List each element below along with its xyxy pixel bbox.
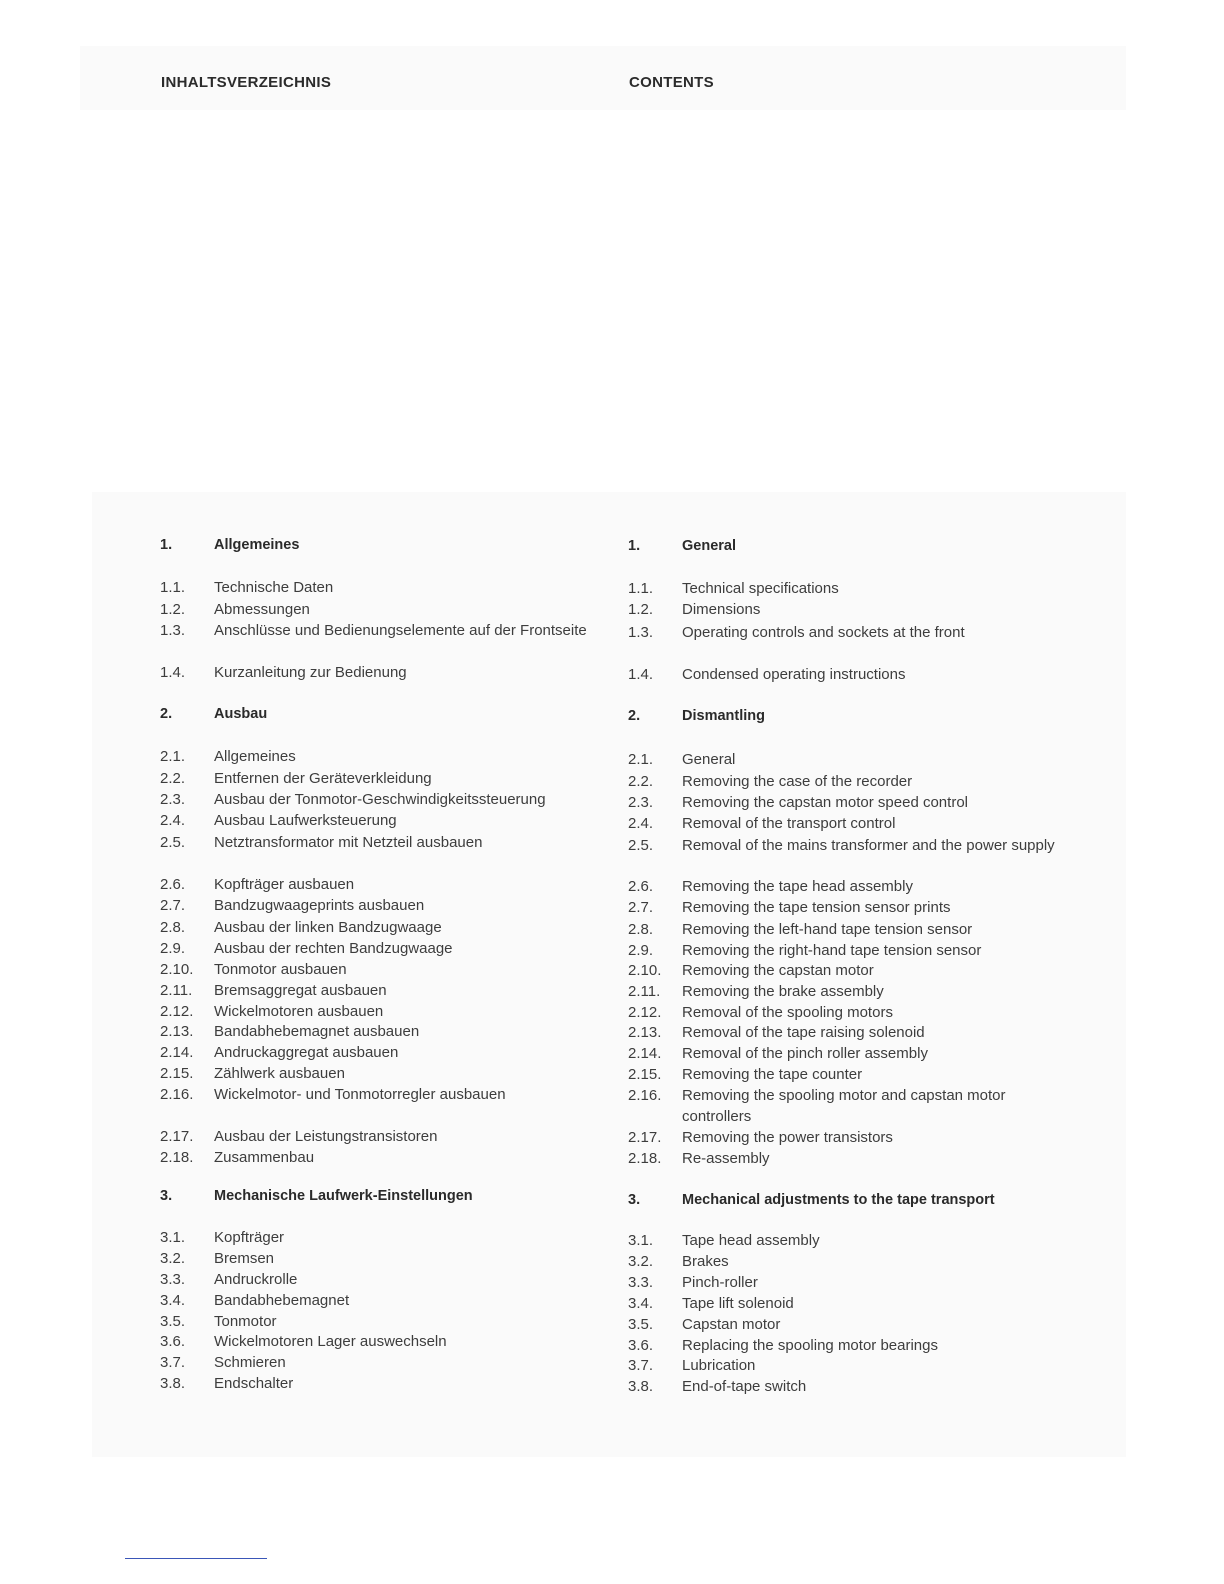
toc-entry-number: 2.14.: [628, 1045, 662, 1062]
toc-entry-number: 1.: [160, 537, 173, 553]
toc-entry-number: 2.4.: [628, 815, 654, 832]
toc-entry: [160, 874, 594, 895]
toc-entry-title: Removing the case of the recorder: [682, 773, 913, 790]
toc-entry-number: 3.7.: [628, 1357, 654, 1374]
toc-entry-title: Zusammenbau: [214, 1149, 315, 1166]
toc-entry-number: 2.3.: [160, 791, 186, 808]
toc-entry-title: Ausbau der Leistungstransistoren: [214, 1128, 438, 1145]
toc-entry-title: Bandzugwaageprints ausbauen: [214, 897, 425, 914]
toc-entry: [628, 1085, 1062, 1127]
toc-entry-number: 3.4.: [628, 1295, 654, 1312]
toc-entry-number: 2.8.: [628, 921, 654, 938]
toc-entry-number: 3.3.: [628, 1274, 654, 1291]
toc-entry: [628, 1043, 1062, 1064]
toc-entry: [160, 1311, 594, 1332]
toc-entry-title: Tonmotor: [214, 1313, 277, 1330]
toc-entry-number: 1.: [628, 538, 641, 554]
toc-entry-number: 3.8.: [628, 1378, 654, 1395]
toc-entry-number: 1.1.: [160, 579, 186, 596]
toc-entry-number: 3.3.: [160, 1271, 186, 1288]
toc-entry: [628, 1002, 1062, 1023]
toc-entry: [160, 895, 594, 916]
toc-entry: [628, 919, 1062, 940]
toc-entry-title: Removing the brake assembly: [682, 983, 884, 1000]
toc-entry: [160, 1126, 594, 1147]
toc-section-heading: [628, 536, 1062, 557]
toc-entry-title: Lubrication: [682, 1357, 756, 1374]
toc-entry-number: 2.9.: [628, 942, 654, 959]
toc-entry-number: 1.1.: [628, 580, 654, 597]
toc-entry-number: 2.6.: [628, 878, 654, 895]
toc-entry-number: 3.2.: [160, 1250, 186, 1267]
toc-entry: [160, 1331, 594, 1352]
toc-entry: [160, 620, 594, 641]
toc-entry-title: General: [682, 751, 736, 768]
toc-entry-title: Removal of the mains transformer and the power supply: [682, 837, 1055, 854]
toc-entry-title: Kopfträger ausbauen: [214, 876, 355, 893]
toc-entry-number: 2.14.: [160, 1044, 194, 1061]
toc-entry: [160, 959, 594, 980]
toc-entry-title: Entfernen der Geräteverkleidung: [214, 770, 432, 787]
toc-entry: [160, 746, 594, 767]
toc-entry-title: Removal of the tape raising solenoid: [682, 1024, 925, 1041]
toc-entry-number: 1.4.: [160, 664, 186, 681]
toc-entry-title: Bremsaggregat ausbauen: [214, 982, 387, 999]
toc-section-heading: [160, 535, 594, 556]
toc-entry: [628, 1376, 1062, 1397]
toc-entry-number: 3.8.: [160, 1375, 186, 1392]
toc-entry-title: Ausbau der rechten Bandzugwaage: [214, 940, 453, 957]
toc-entry-title: Removing the left-hand tape tension sensor: [682, 921, 973, 938]
toc-entry: [160, 768, 594, 789]
toc-entry: [628, 771, 1062, 792]
toc-entry-title: Removing the capstan motor speed control: [682, 794, 968, 811]
toc-entry-number: 2.17.: [160, 1128, 194, 1145]
toc-entry-number: 1.2.: [628, 601, 654, 618]
toc-entry-title: Removal of the spooling motors: [682, 1004, 893, 1021]
toc-entry: [160, 1084, 594, 1105]
toc-entry-number: 1.2.: [160, 601, 186, 618]
toc-entry-title: Tape lift solenoid: [682, 1295, 794, 1312]
toc-entry-title: Andruckaggregat ausbauen: [214, 1044, 399, 1061]
toc-entry-number: 1.3.: [628, 624, 654, 641]
toc-entry: [160, 1063, 594, 1084]
toc-entry-title: Pinch-roller: [682, 1274, 758, 1291]
toc-entry: [160, 599, 594, 620]
heading-english: CONTENTS: [629, 74, 714, 91]
toc-entry-title: Wickelmotoren Lager auswechseln: [214, 1333, 447, 1350]
toc-entry-title: Capstan motor: [682, 1316, 781, 1333]
toc-entry: [628, 835, 1062, 856]
toc-entry-title: Removing the spooling motor and capstan motor controllers: [682, 1087, 1006, 1125]
toc-entry-title: Kurzanleitung zur Bedienung: [214, 664, 407, 681]
toc-entry-title: Tonmotor ausbauen: [214, 961, 347, 978]
toc-entry: [628, 1314, 1062, 1335]
toc-entry-title: Removing the tape counter: [682, 1066, 863, 1083]
toc-entry-title: Removing the tape head assembly: [682, 878, 913, 895]
toc-entry: [160, 1352, 594, 1373]
toc-entry: [160, 1021, 594, 1042]
toc-entry-title: Technische Daten: [214, 579, 334, 596]
toc-entry-title: Anschlüsse und Bedienungselemente auf der Frontseite: [214, 622, 587, 639]
toc-entry: [628, 876, 1062, 897]
toc-entry: [160, 917, 594, 938]
toc-entry-number: 3.1.: [628, 1232, 654, 1249]
toc-entry-title: Mechanical adjustments to the tape transport: [682, 1192, 995, 1208]
toc-entry-number: 2.16.: [160, 1086, 194, 1103]
toc-entry: [628, 1335, 1062, 1356]
toc-entry-number: 2.2.: [628, 773, 654, 790]
toc-entry: [160, 1042, 594, 1063]
toc-entry: [628, 1230, 1062, 1251]
toc-entry: [628, 578, 1062, 599]
toc-entry: [628, 940, 1062, 961]
toc-entry: [628, 1064, 1062, 1085]
toc-entry: [160, 1290, 594, 1311]
toc-entry-title: Zählwerk ausbauen: [214, 1065, 345, 1082]
toc-entry-number: 2.: [160, 706, 173, 722]
toc-entry-title: Technical specifications: [682, 580, 839, 597]
toc-entry-number: 3.: [628, 1192, 641, 1208]
toc-entry: [160, 938, 594, 959]
toc-entry: [160, 1269, 594, 1290]
toc-entry-number: 3.2.: [628, 1253, 654, 1270]
toc-entry-number: 3.7.: [160, 1354, 186, 1371]
toc-entry-number: 3.1.: [160, 1229, 186, 1246]
toc-entry: [628, 960, 1062, 981]
toc-entry-number: 2.10.: [628, 962, 662, 979]
toc-entry-number: 2.3.: [628, 794, 654, 811]
toc-entry-title: Bandabhebemagnet ausbauen: [214, 1023, 420, 1040]
toc-entry-number: 3.: [160, 1188, 173, 1204]
toc-entry-number: 2.1.: [628, 751, 654, 768]
toc-entry-number: 3.5.: [628, 1316, 654, 1333]
toc-entry-title: Operating controls and sockets at the front: [682, 624, 965, 641]
toc-entry-number: 2.8.: [160, 919, 186, 936]
toc-entry-title: Removal of the transport control: [682, 815, 896, 832]
toc-entry-title: Allgemeines: [214, 537, 300, 553]
toc-section-heading: [628, 706, 1062, 727]
toc-entry: [160, 662, 594, 683]
toc-entry-title: Dimensions: [682, 601, 761, 618]
toc-entry-number: 3.5.: [160, 1313, 186, 1330]
toc-entry-number: 2.15.: [628, 1066, 662, 1083]
toc-entry-title: Replacing the spooling motor bearings: [682, 1337, 938, 1354]
toc-entry-title: Ausbau der Tonmotor-Geschwindigkeitssteuerung: [214, 791, 546, 808]
toc-entry-title: Dismantling: [682, 708, 765, 724]
toc-entry: [160, 577, 594, 598]
toc-entry-title: End-of-tape switch: [682, 1378, 807, 1395]
toc-section-heading: [628, 1190, 1062, 1211]
toc-entry-title: Bremsen: [214, 1250, 275, 1267]
toc-entry: [628, 1355, 1062, 1376]
toc-entry: [628, 622, 1062, 643]
toc-entry: [160, 810, 594, 831]
toc-entry-number: 2.5.: [160, 834, 186, 851]
toc-entry-title: Wickelmotor- und Tonmotorregler ausbauen: [214, 1086, 506, 1103]
toc-entry: [628, 813, 1062, 834]
toc-entry-number: 2.16.: [628, 1087, 662, 1104]
toc-entry-number: 2.2.: [160, 770, 186, 787]
toc-entry-number: 2.10.: [160, 961, 194, 978]
toc-entry-number: 2.11.: [628, 983, 661, 1000]
toc-entry: [628, 1148, 1062, 1169]
toc-entry-number: 2.6.: [160, 876, 186, 893]
toc-entry-title: Mechanische Laufwerk-Einstellungen: [214, 1188, 473, 1204]
toc-entry: [160, 1147, 594, 1168]
toc-entry-number: 2.7.: [628, 899, 654, 916]
toc-entry-title: Removal of the pinch roller assembly: [682, 1045, 928, 1062]
toc-entry: [160, 832, 594, 853]
toc-entry-number: 2.1.: [160, 748, 186, 765]
toc-entry-title: Ausbau Laufwerksteuerung: [214, 812, 397, 829]
toc-entry-title: Netztransformator mit Netzteil ausbauen: [214, 834, 483, 851]
toc-entry: [628, 599, 1062, 620]
toc-entry-title: Andruckrolle: [214, 1271, 298, 1288]
toc-entry: [160, 1227, 594, 1248]
heading-german: INHALTSVERZEICHNIS: [161, 74, 332, 91]
toc-section-heading: [160, 704, 594, 725]
toc-entry: [628, 749, 1062, 770]
toc-entry-number: 2.11.: [160, 982, 193, 999]
toc-entry: [628, 1127, 1062, 1148]
toc-entry: [628, 792, 1062, 813]
toc-entry-title: Removing the power transistors: [682, 1129, 893, 1146]
toc-entry-title: Bandabhebemagnet: [214, 1292, 350, 1309]
toc-entry-number: 3.6.: [628, 1337, 654, 1354]
toc-entry: [160, 789, 594, 810]
toc-entry-number: 2.13.: [160, 1023, 194, 1040]
footer-rule: [125, 1558, 267, 1559]
toc-entry-number: 3.4.: [160, 1292, 186, 1309]
toc-entry-title: Removing the capstan motor: [682, 962, 874, 979]
toc-entry-title: Endschalter: [214, 1375, 294, 1392]
toc-entry-number: 1.3.: [160, 622, 186, 639]
toc-entry: [160, 1001, 594, 1022]
toc-entry-number: 2.5.: [628, 837, 654, 854]
toc-entry-number: 3.6.: [160, 1333, 186, 1350]
toc-entry-title: Ausbau: [214, 706, 268, 722]
toc-entry-title: Tape head assembly: [682, 1232, 820, 1249]
toc-entry-number: 2.12.: [628, 1004, 662, 1021]
toc-entry-title: Removing the right-hand tape tension sensor: [682, 942, 982, 959]
toc-entry-title: Brakes: [682, 1253, 729, 1270]
toc-entry: [628, 1022, 1062, 1043]
toc-entry: [628, 981, 1062, 1002]
toc-entry-number: 2.18.: [160, 1149, 194, 1166]
toc-entry-title: Condensed operating instructions: [682, 666, 906, 683]
toc-entry-title: Abmessungen: [214, 601, 310, 618]
toc-entry-number: 1.4.: [628, 666, 654, 683]
toc-entry: [160, 1248, 594, 1269]
toc-entry: [628, 1293, 1062, 1314]
toc-entry-number: 2.: [628, 708, 641, 724]
toc-entry-title: Re-assembly: [682, 1150, 770, 1167]
toc-entry-number: 2.17.: [628, 1129, 662, 1146]
toc-entry-number: 2.12.: [160, 1003, 194, 1020]
toc-entry: [628, 1272, 1062, 1293]
toc-entry-number: 2.4.: [160, 812, 186, 829]
toc-entry-title: Allgemeines: [214, 748, 296, 765]
toc-entry: [160, 980, 594, 1001]
toc-entry: [628, 897, 1062, 918]
toc-entry: [628, 1251, 1062, 1272]
toc-section-heading: [160, 1186, 594, 1207]
toc-entry-number: 2.13.: [628, 1024, 662, 1041]
toc-entry-title: Ausbau der linken Bandzugwaage: [214, 919, 442, 936]
toc-entry-number: 2.7.: [160, 897, 186, 914]
toc-entry-title: Kopfträger: [214, 1229, 285, 1246]
toc-entry-title: General: [682, 538, 736, 554]
toc-entry-title: Wickelmotoren ausbauen: [214, 1003, 384, 1020]
toc-entry-number: 2.9.: [160, 940, 186, 957]
toc-entry-number: 2.18.: [628, 1150, 662, 1167]
toc-entry-title: Removing the tape tension sensor prints: [682, 899, 951, 916]
toc-entry: [160, 1373, 594, 1394]
toc-entry-title: Schmieren: [214, 1354, 286, 1371]
toc-entry-number: 2.15.: [160, 1065, 194, 1082]
toc-entry: [628, 664, 1062, 685]
